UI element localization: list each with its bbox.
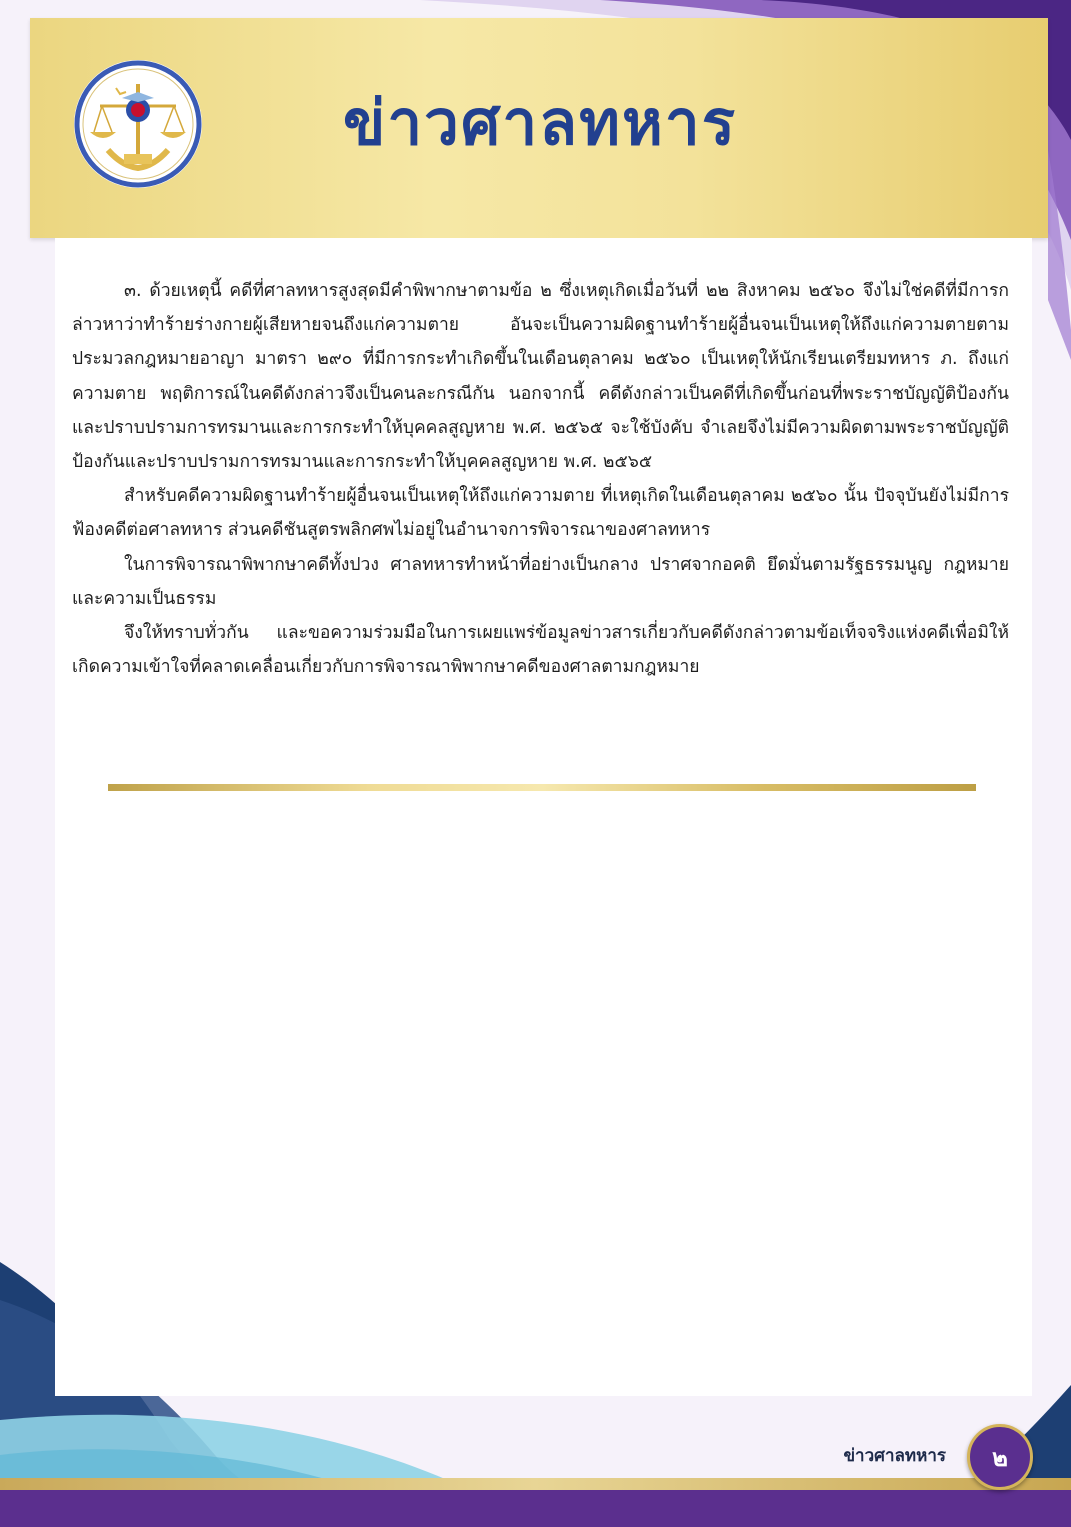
paragraph-3: ในการพิจารณาพิพากษาคดีทั้งปวง ศาลทหารทำหน้าที่อย่างเป็นกลาง ปราศจากอคติ ยึดมั่นตามรัฐธรรมนูญ กฎหมาย และความเป็นธรรม <box>72 554 1009 609</box>
gold-divider <box>108 784 976 791</box>
page-number-badge <box>967 1424 1033 1490</box>
content-panel <box>55 238 1032 1396</box>
paragraph-1: ๓. ด้วยเหตุนี้ คดีที่ศาลทหารสูงสุดมีคำพิพากษาตามข้อ ๒ ซึ่งเหตุเกิดเมื่อวันที่ ๒๒ สิงหาคม ๒๕๖๐ จึงไม่ใช่คดีที่มีการกล่าวหาว่าทำร้ายร่างกายผู้เสียหายจนถึงแก่ความตาย อันจะเป็นความผิดฐานทำร้ายผู้อื่นจนเป็นเหตุให้ถึงแก่ความตายตามประมวลกฎหมายอาญา มาตรา ๒๙๐ ที่มีการกระทำเกิดขึ้นในเดือนตุลาคม ๒๕๖๐ เป็นเหตุให้นักเรียนเตรียมทหาร ภ. ถึงแก่ความตาย พฤติการณ์ในคดีดังกล่าวจึงเป็นคนละกรณีกัน นอกจากนี้ คดีดังกล่าวเป็นคดีที่เกิดขึ้นก่อนที่พระราชบัญญัติป้องกันและปราบปรามการทรมานและการกระทำให้บุคคลสูญหาย พ.ศ. ๒๕๖๕ จะใช้บังคับ จำเลยจึงไม่มีความผิดตามพระราชบัญญัติป้องกันและปราบปรามการทรมานและการกระทำให้บุคคลสูญหาย พ.ศ. ๒๕๖๕ <box>72 281 1009 473</box>
paragraph-2: สำหรับคดีความผิดฐานทำร้ายผู้อื่นจนเป็นเหตุให้ถึงแก่ความตาย ที่เหตุเกิดในเดือนตุลาคม ๒๕๖๐ นั้น ปัจจุบันยังไม่มีการฟ้องคดีต่อศาลทหาร ส่วนคดีชันสูตรพลิกศพไม่อยู่ในอำนาจการพิจารณาของศาลทหาร <box>72 486 1009 541</box>
page-number: ๒ <box>992 1443 1008 1472</box>
footer-label: ข่าวศาลทหาร <box>843 1446 946 1466</box>
footer-gold-stripe <box>0 1478 1071 1490</box>
military-court-emblem-icon <box>72 58 204 190</box>
article-body <box>72 274 1009 684</box>
header-banner <box>30 18 1048 238</box>
page-title: ข่าวศาลทหาร <box>342 86 738 159</box>
paragraph-4: จึงให้ทราบทั่วกัน และขอความร่วมมือในการเผยแพร่ข้อมูลข่าวสารเกี่ยวกับคดีดังกล่าวตามข้อเท็จจริงแห่งคดีเพื่อมิให้เกิดความเข้าใจที่คลาดเคลื่อนเกี่ยวกับการพิจารณาพิพากษาคดีของศาลตามกฎหมาย <box>72 623 1009 678</box>
footer-purple-bar <box>0 1490 1071 1527</box>
